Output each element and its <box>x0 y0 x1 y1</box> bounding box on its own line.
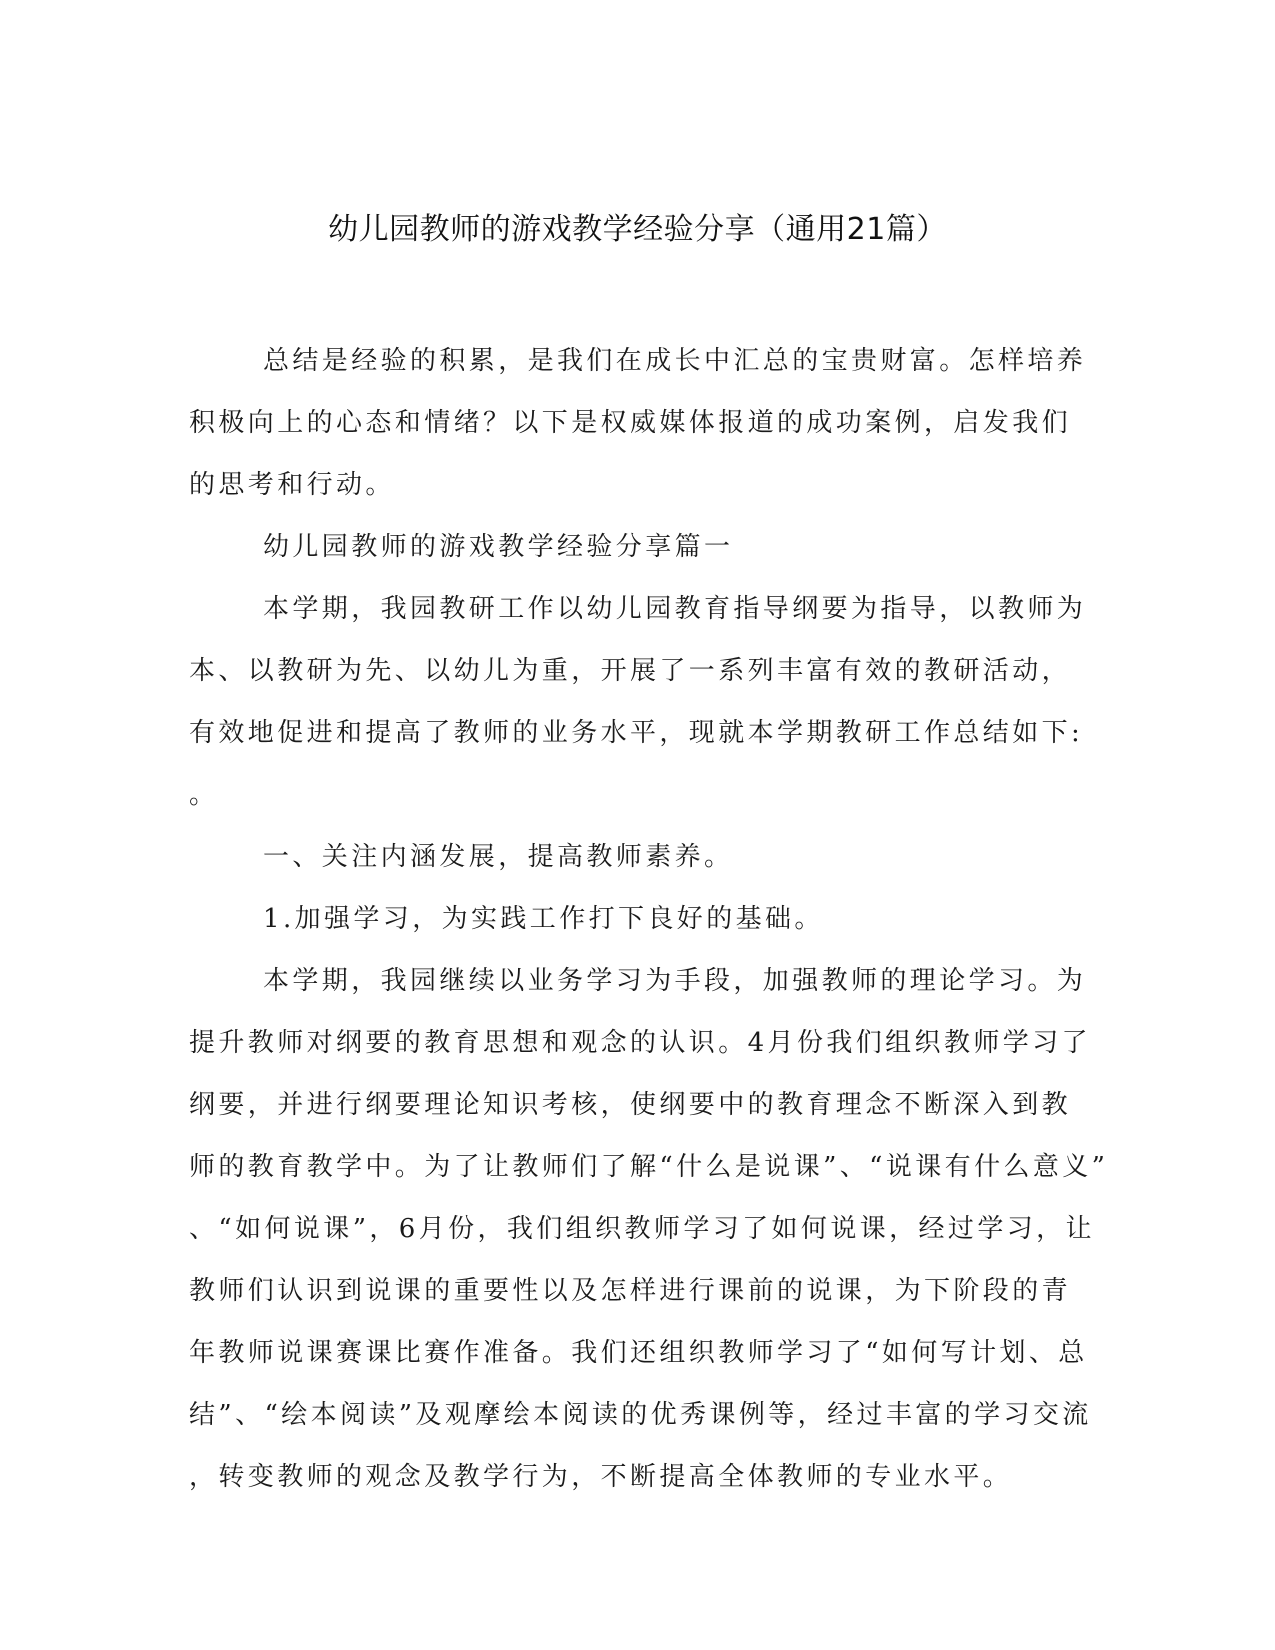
text-line: 本学期，我园教研工作以幼儿园教育指导纲要为指导，以教师为 <box>263 594 1087 624</box>
text-line: 、“如何说课”，6月份，我们组织教师学习了如何说课，经过学习，让 <box>189 1214 1095 1244</box>
text-line: 。 <box>189 780 219 810</box>
text-line: 幼儿园教师的游戏教学经验分享篇一 <box>263 532 734 562</box>
text-line: 教师们认识到说课的重要性以及怎样进行课前的说课，为下阶段的青 <box>189 1276 1072 1306</box>
text-line: 1.加强学习，为实践工作打下良好的基础。 <box>263 904 824 934</box>
document-title: 幼儿园教师的游戏教学经验分享（通用21篇） <box>328 212 947 247</box>
text-line: 提升教师对纲要的教育思想和观念的认识。4月份我们组织教师学习了 <box>189 1028 1091 1058</box>
text-line: 有效地促进和提高了教师的业务水平，现就本学期教研工作总结如下: <box>189 718 1084 748</box>
text-line: 本、以教研为先、以幼儿为重，开展了一系列丰富有效的教研活动， <box>189 656 1072 686</box>
text-line: 积极向上的心态和情绪？以下是权威媒体报道的成功案例，启发我们 <box>189 408 1072 438</box>
text-line: 一、关注内涵发展，提高教师素养。 <box>263 842 734 872</box>
text-line: 的思考和行动。 <box>189 470 395 500</box>
text-line: 纲要，并进行纲要理论知识考核，使纲要中的教育理念不断深入到教 <box>189 1090 1072 1120</box>
text-line: 年教师说课赛课比赛作准备。我们还组织教师学习了“如何写计划、总 <box>189 1338 1088 1368</box>
document-body <box>189 330 1109 1508</box>
text-line: 总结是经验的积累，是我们在成长中汇总的宝贵财富。怎样培养 <box>263 346 1087 376</box>
text-line: ，转变教师的观念及教学行为，不断提高全体教师的专业水平。 <box>189 1462 1013 1492</box>
text-line: 师的教育教学中。为了让教师们了解“什么是说课”、“说课有什么意义” <box>189 1152 1109 1182</box>
text-line: 本学期，我园继续以业务学习为手段，加强教师的理论学习。为 <box>263 966 1087 996</box>
text-line: 结”、“绘本阅读”及观摩绘本阅读的优秀课例等，经过丰富的学习交流 <box>189 1400 1092 1430</box>
